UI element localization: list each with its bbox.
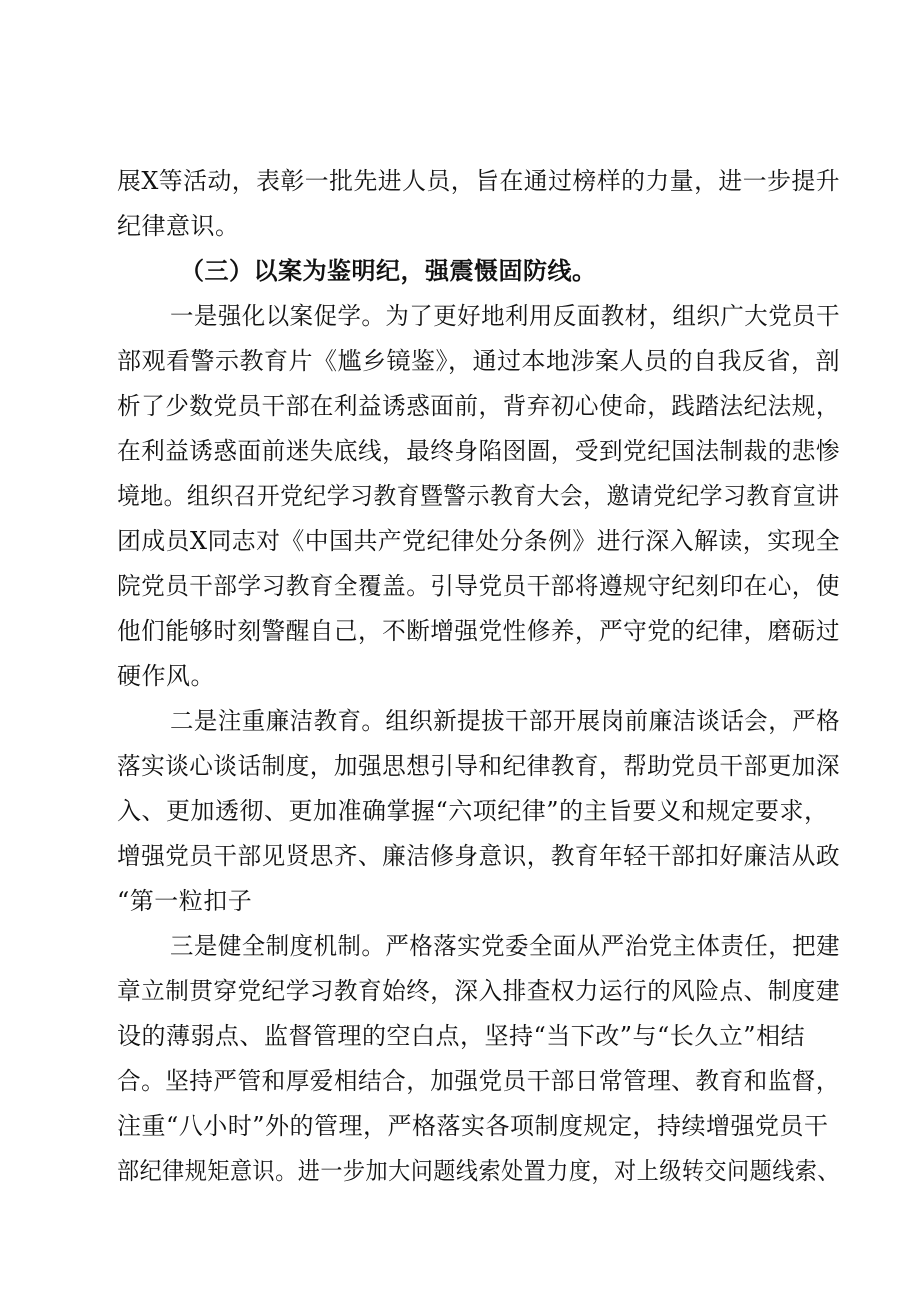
- text-line: 部观看警示教育片《尴乡镜鉴》，通过本地涉案人员的自我反省，剖: [117, 347, 840, 375]
- text-line: 入、更加透彻、更加准确掌握“六项纪律”的主旨要义和规定要求，: [117, 797, 829, 825]
- text-line: 硬作风。: [117, 662, 215, 690]
- text-line: 增强党员干部见贤思齐、廉洁修身意识，教育年轻干部扣好廉洁从政: [117, 842, 840, 870]
- text-line: 在利益诱惑面前迷失底线，最终身陷囹圄，受到党纪国法制裁的悲惨: [117, 437, 840, 465]
- text-line: 注重“八小时”外的管理，严格落实各项制度规定，持续增强党员干: [117, 1112, 829, 1140]
- text-line: 落实谈心谈话制度，加强思想引导和纪律教育，帮助党员干部更加深: [117, 752, 840, 780]
- text-line: 院党员干部学习教育全覆盖。引导党员干部将遵规守纪刻印在心，使: [117, 572, 840, 600]
- text-line: 纪律意识。: [117, 212, 240, 240]
- text-line: 展X等活动，表彰一批先进人员，旨在通过榜样的力量，进一步提升: [117, 167, 841, 195]
- text-line: 境地。组织召开党纪学习教育暨警示教育大会，邀请党纪学习教育宣讲: [117, 482, 840, 510]
- text-line: 部纪律规矩意识。进一步加大问题线索处置力度，对上级转交问题线索、: [117, 1157, 840, 1185]
- text-line: 析了少数党员干部在利益诱惑面前，背弃初心使命，践踏法纪法规，: [117, 392, 840, 420]
- text-line: 他们能够时刻警醒自己，不断增强党性修养，严守党的纪律，磨砺过: [117, 617, 840, 645]
- text-line: 章立制贯穿党纪学习教育始终，深入排查权力运行的风险点、制度建: [117, 977, 840, 1005]
- text-line: 团成员X同志对《中国共产党纪律处分条例》进行深入解读，实现全: [117, 527, 841, 555]
- section-heading: （三）以案为鉴明纪，强震慑固防线。: [180, 257, 597, 285]
- paragraph-start: 一是强化以案促学。为了更好地利用反面教材，组织广大党员干: [170, 302, 840, 330]
- paragraph-start: 二是注重廉洁教育。组织新提拔干部开展岗前廉洁谈话会，严格: [170, 707, 840, 735]
- paragraph-start: 三是健全制度机制。严格落实党委全面从严治党主体责任，把建: [170, 932, 840, 960]
- text-line: “第一粒扣子: [117, 887, 253, 915]
- text-line: 设的薄弱点、监督管理的空白点，坚持“当下改”与“长久立”相结: [117, 1022, 806, 1050]
- text-line: 合。坚持严管和厚爱相结合，加强党员干部日常管理、教育和监督，: [117, 1067, 840, 1095]
